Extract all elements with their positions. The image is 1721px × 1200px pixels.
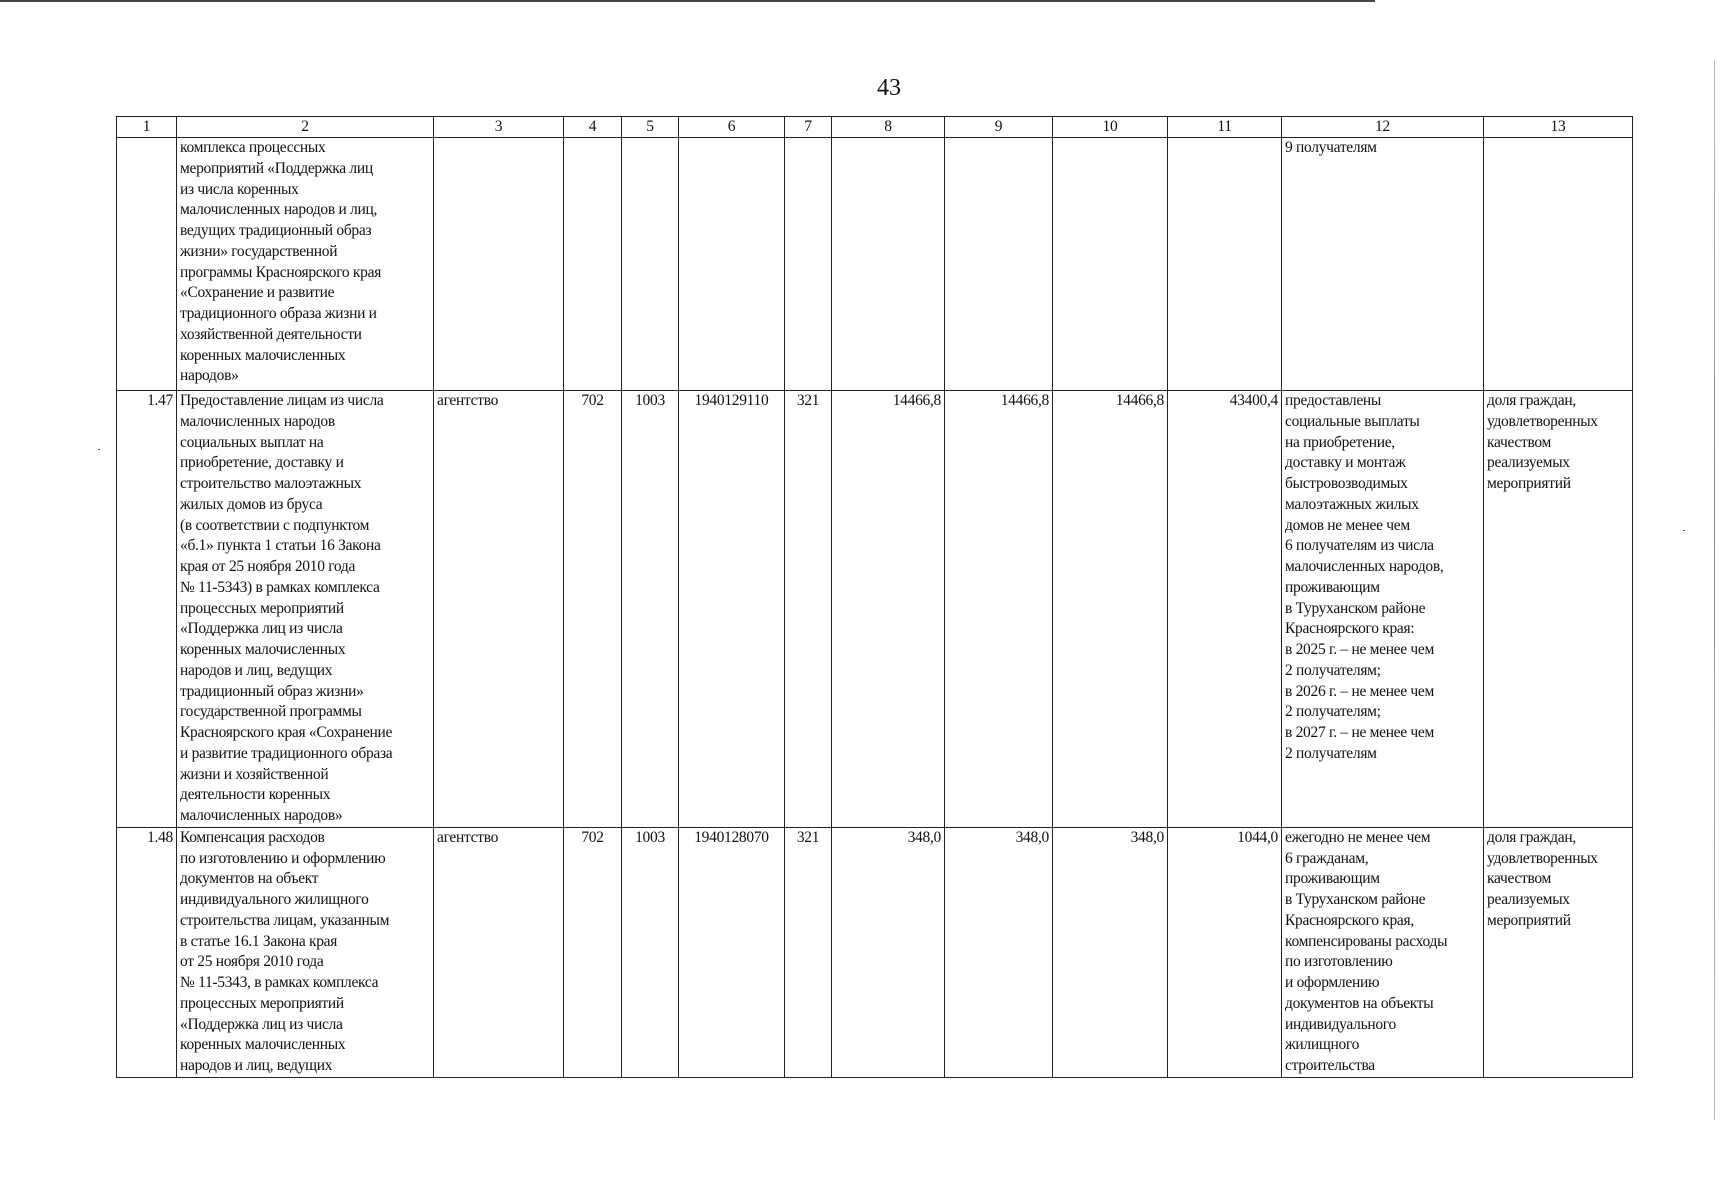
empty-cell (1168, 138, 1282, 391)
indicator: доля граждан, удовлетворенных качеством реализуемых мероприятий (1484, 391, 1633, 828)
expected-result: ежегодно не менее чем 6 гражданам, проживающим в Туруханском районе Красноярского края, компенсированы расходы по изготовлению и оформлению документов на объекты индивидуального жилищного строительства (1282, 827, 1484, 1077)
column-header: 13 (1484, 117, 1633, 138)
column-header: 8 (832, 117, 945, 138)
column-header: 3 (434, 117, 564, 138)
column-header: 10 (1053, 117, 1168, 138)
empty-cell (564, 138, 622, 391)
measure-description: Предоставление лицам из числа малочисленных народов социальных выплат на приобретение, доставку и строительство малоэтажных жилых домов из бруса (в соответствии с подпунктом «б.1» пункта 1 статьи 16 Закона края от 25 ноября 2010 года № 11-5343) в рамках комплекса процессных мероприятий «Поддержка лиц из числа коренных малочисленных народов и лиц, ведущих традиционный образ жизни» государственной программы Красноярского края «Сохранение и развитие традиционного образа жизни и хозяйственной деятельности коренных малочисленных народов» (177, 391, 434, 828)
column-header: 7 (785, 117, 832, 138)
amount-2027: 14466,8 (1053, 391, 1168, 828)
page-top-rule (0, 0, 1375, 2)
column-header: 6 (679, 117, 785, 138)
table-row (117, 827, 1633, 1077)
target-article-code: 1940128070 (679, 827, 785, 1077)
expense-type-code: 321 (785, 391, 832, 828)
measure-description: Компенсация расходов по изготовлению и оформлению документов на объект индивидуального жилищного строительства лицам, указанным в статье 16.1 Закона края от 25 ноября 2010 года № 11-5343, в рамках комплекса процессных мероприятий «Поддержка лиц из числа коренных малочисленных народов и лиц, ведущих (177, 827, 434, 1077)
amount-2025: 14466,8 (832, 391, 945, 828)
page-number: 43 (877, 75, 901, 101)
executor: агентство (434, 827, 564, 1077)
column-header: 9 (945, 117, 1053, 138)
empty-cell (1053, 138, 1168, 391)
empty-cell (785, 138, 832, 391)
scan-speck (98, 449, 100, 450)
column-header: 5 (622, 117, 679, 138)
empty-cell (679, 138, 785, 391)
column-header: 1 (117, 117, 177, 138)
amount-total: 43400,4 (1168, 391, 1282, 828)
table-row (117, 391, 1633, 828)
row-number (117, 138, 177, 391)
column-header-row (117, 117, 1633, 138)
section-code: 1003 (622, 827, 679, 1077)
expected-result: 9 получателям (1282, 138, 1484, 391)
expense-type-code: 321 (785, 827, 832, 1077)
grbs-code: 702 (564, 827, 622, 1077)
empty-cell (832, 138, 945, 391)
measure-description: комплекса процессных мероприятий «Поддержка лиц из числа коренных малочисленных народов и лиц, ведущих традиционный образ жизни» государственной программы Красноярского края «Сохранение и развитие традиционного образа жизни и хозяйственной деятельности коренных малочисленных народов» (177, 138, 434, 391)
amount-2026: 14466,8 (945, 391, 1053, 828)
amount-2026: 348,0 (945, 827, 1053, 1077)
target-article-code: 1940129110 (679, 391, 785, 828)
amount-total: 1044,0 (1168, 827, 1282, 1077)
table-row-continued (117, 138, 1633, 391)
expected-result: предоставлены социальные выплаты на приобретение, доставку и монтаж быстровозводимых малоэтажных жилых домов не менее чем 6 получателям из числа малочисленных народов, проживающим в Туруханском районе Красноярского края: в 2025 г. – не менее чем 2 получателям; в 2026 г. – не менее чем 2 получателям; в 2027 г. – не менее чем 2 получателям (1282, 391, 1484, 828)
empty-cell (945, 138, 1053, 391)
column-header: 12 (1282, 117, 1484, 138)
empty-cell (622, 138, 679, 391)
budget-measures-table (116, 116, 1633, 1078)
amount-2027: 348,0 (1053, 827, 1168, 1077)
grbs-code: 702 (564, 391, 622, 828)
column-header: 4 (564, 117, 622, 138)
indicator: доля граждан, удовлетворенных качеством реализуемых мероприятий (1484, 827, 1633, 1077)
row-number: 1.47 (117, 391, 177, 828)
scan-speck (1683, 530, 1685, 531)
executor: агентство (434, 391, 564, 828)
scan-edge-shadow (1714, 60, 1715, 1120)
empty-cell (1484, 138, 1633, 391)
column-header: 2 (177, 117, 434, 138)
amount-2025: 348,0 (832, 827, 945, 1077)
empty-cell (434, 138, 564, 391)
row-number: 1.48 (117, 827, 177, 1077)
column-header: 11 (1168, 117, 1282, 138)
section-code: 1003 (622, 391, 679, 828)
